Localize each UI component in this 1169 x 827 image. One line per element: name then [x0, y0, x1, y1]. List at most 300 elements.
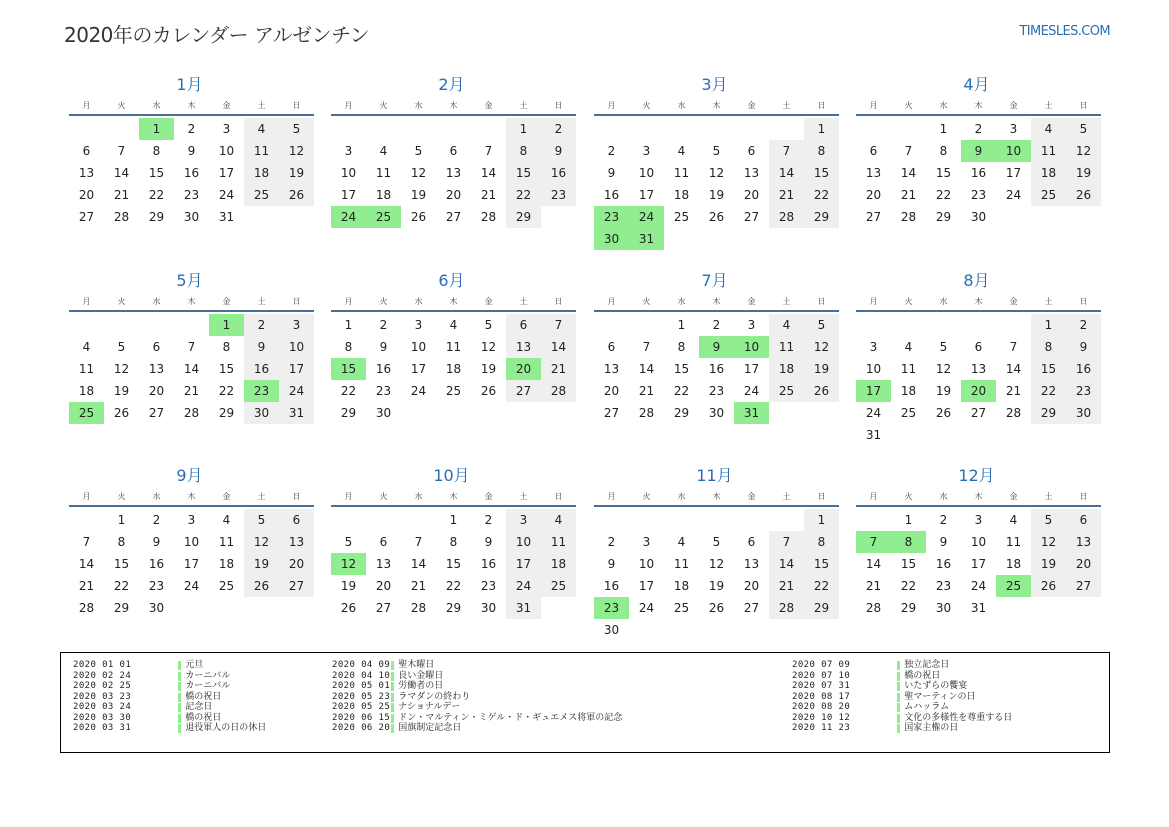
- day-cell: 11: [541, 531, 576, 553]
- weekday-label: 月: [607, 296, 616, 306]
- holiday-list: [60, 652, 1110, 753]
- day-cell: 29: [506, 206, 541, 228]
- day-cell: 5: [279, 118, 314, 140]
- day-cell: 4: [1031, 118, 1066, 140]
- holiday-row: [73, 713, 266, 724]
- empty-cell: [366, 509, 401, 531]
- day-cell: 6: [82, 144, 91, 158]
- empty-cell: [69, 509, 104, 531]
- day-cell: 22: [804, 184, 839, 206]
- day-cell: 21: [541, 358, 576, 380]
- empty-cell: [244, 597, 279, 619]
- day-cell: 3: [974, 513, 983, 527]
- day-cell: 17: [638, 579, 655, 593]
- day-cell: 19: [279, 162, 314, 184]
- weekday-label: 火: [904, 296, 913, 306]
- holiday-marker: [178, 714, 181, 723]
- day-cell: 26: [113, 406, 130, 420]
- day-cell: 24: [218, 188, 235, 202]
- day-cell: 28: [183, 406, 200, 420]
- holiday-name: 国家主権の日: [904, 723, 959, 733]
- week-row: [69, 336, 314, 358]
- empty-cell: [996, 424, 1031, 446]
- day-cell: 14: [78, 557, 95, 571]
- weekday-label: 火: [379, 100, 388, 110]
- day-cell: 1: [1031, 314, 1066, 336]
- holiday-day-cell: 23: [244, 380, 279, 402]
- day-cell: 18: [769, 358, 804, 380]
- day-cell: 10: [638, 557, 655, 571]
- weekday-label: 土: [257, 100, 266, 110]
- day-cell: 2: [484, 513, 493, 527]
- week-row: [69, 184, 314, 206]
- day-cell: 24: [279, 380, 314, 402]
- day-cell: 22: [1031, 380, 1066, 402]
- day-cell: 11: [900, 362, 917, 376]
- holiday-name: 橋の祝日: [185, 691, 222, 702]
- day-cell: 2: [379, 318, 388, 332]
- holiday-marker: [897, 714, 900, 723]
- weekday-label: 水: [414, 296, 423, 306]
- day-cell: 22: [900, 579, 917, 593]
- holiday-name: 聖木曜日: [398, 660, 435, 670]
- day-cell: 8: [677, 340, 686, 354]
- day-cell: 15: [900, 557, 917, 571]
- day-cell: 23: [935, 579, 952, 593]
- day-cell: 22: [218, 384, 235, 398]
- day-cell: 3: [414, 318, 423, 332]
- day-cell: 1: [449, 513, 458, 527]
- holiday-marker: [897, 693, 900, 702]
- month-4: [856, 74, 1101, 228]
- day-cell: 23: [541, 184, 576, 206]
- holiday-name: いたずらの饗宴: [904, 681, 968, 691]
- day-cell: 2: [607, 144, 616, 158]
- day-cell: 12: [113, 362, 130, 376]
- week-row: [331, 597, 576, 619]
- empty-cell: [699, 509, 734, 531]
- weekday-label: 火: [117, 491, 126, 501]
- day-cell: 3: [642, 144, 651, 158]
- week-row: [856, 184, 1101, 206]
- month-title: 1月: [176, 75, 203, 94]
- weekday-label: 月: [869, 100, 878, 110]
- weekday-label: 金: [747, 491, 756, 501]
- holiday-date: 2020 08 20: [792, 702, 851, 712]
- day-cell: 6: [279, 509, 314, 531]
- day-cell: 28: [541, 380, 576, 402]
- holiday-date: 2020 07 31: [792, 681, 851, 691]
- weekday-label: 水: [939, 491, 948, 501]
- day-cell: 9: [244, 336, 279, 358]
- holiday-day-cell: 15: [331, 358, 366, 380]
- day-cell: 16: [935, 557, 952, 571]
- day-cell: 26: [935, 406, 952, 420]
- day-cell: 17: [340, 188, 357, 202]
- day-cell: 11: [1005, 535, 1022, 549]
- empty-cell: [209, 597, 244, 619]
- day-cell: 8: [344, 340, 353, 354]
- day-cell: 5: [484, 318, 493, 332]
- day-cell: 28: [410, 601, 427, 615]
- day-cell: 15: [804, 162, 839, 184]
- empty-cell: [734, 228, 769, 250]
- day-cell: 9: [187, 144, 196, 158]
- spacer: [131, 702, 178, 713]
- week-row: [331, 553, 576, 575]
- week-row: [594, 575, 839, 597]
- day-cell: 7: [484, 144, 493, 158]
- holiday-name: 退役軍人の日の休日: [185, 723, 267, 733]
- holiday-day-cell: 10: [734, 336, 769, 358]
- month-title: 2月: [438, 75, 465, 94]
- week-row: [856, 162, 1101, 184]
- weekday-label: 水: [152, 491, 161, 501]
- empty-cell: [1031, 424, 1066, 446]
- weekday-label: 木: [449, 296, 458, 306]
- weekday-label: 火: [642, 491, 651, 501]
- day-cell: 16: [375, 362, 392, 376]
- empty-cell: [471, 118, 506, 140]
- holiday-date: 2020 03 23: [73, 691, 132, 702]
- week-row: [69, 140, 314, 162]
- day-cell: 4: [541, 509, 576, 531]
- header-rule: [856, 114, 1101, 116]
- holiday-day-cell: 23: [594, 597, 629, 619]
- day-cell: 24: [183, 579, 200, 593]
- page-title: 2020年のカレンダー アルゼンチン: [64, 23, 370, 47]
- day-cell: 14: [541, 336, 576, 358]
- day-cell: 6: [974, 340, 983, 354]
- day-cell: 9: [379, 340, 388, 354]
- empty-cell: [104, 118, 139, 140]
- month-title: 9月: [176, 466, 203, 485]
- day-cell: 29: [900, 601, 917, 615]
- day-cell: 3: [279, 314, 314, 336]
- weekday-label: 水: [152, 296, 161, 306]
- day-cell: 14: [865, 557, 882, 571]
- day-cell: 18: [673, 579, 690, 593]
- day-cell: 14: [638, 362, 655, 376]
- spacer: [131, 713, 178, 724]
- day-cell: 3: [344, 144, 353, 158]
- weekday-label: 土: [1044, 100, 1053, 110]
- day-cell: 12: [708, 166, 725, 180]
- day-cell: 9: [939, 535, 948, 549]
- holiday-row: [332, 692, 622, 703]
- holiday-day-cell: 12: [331, 553, 366, 575]
- holiday-row: [332, 713, 622, 724]
- day-cell: 22: [935, 188, 952, 202]
- day-cell: 12: [1031, 531, 1066, 553]
- day-cell: 27: [743, 601, 760, 615]
- day-cell: 10: [865, 362, 882, 376]
- week-row: [856, 314, 1101, 336]
- week-row: [594, 314, 839, 336]
- day-cell: 23: [375, 384, 392, 398]
- day-cell: 3: [747, 318, 756, 332]
- day-cell: 28: [1005, 406, 1022, 420]
- day-cell: 25: [218, 579, 235, 593]
- day-cell: 13: [743, 557, 760, 571]
- empty-cell: [996, 206, 1031, 228]
- holiday-date: 2020 08 17: [792, 691, 851, 702]
- month-10: [331, 465, 576, 619]
- day-cell: 3: [222, 122, 231, 136]
- weekday-label: 日: [817, 491, 826, 501]
- day-cell: 22: [673, 384, 690, 398]
- day-cell: 17: [279, 358, 314, 380]
- day-cell: 18: [375, 188, 392, 202]
- holiday-row: [73, 723, 266, 734]
- day-cell: 24: [638, 601, 655, 615]
- day-cell: 8: [117, 535, 126, 549]
- week-row: [69, 118, 314, 140]
- day-cell: 6: [506, 314, 541, 336]
- day-cell: 5: [344, 535, 353, 549]
- empty-cell: [856, 118, 891, 140]
- day-cell: 7: [769, 531, 804, 553]
- day-cell: 25: [445, 384, 462, 398]
- day-cell: 28: [900, 210, 917, 224]
- weekday-label: 水: [414, 491, 423, 501]
- holiday-day-cell: 7: [856, 531, 891, 553]
- day-cell: 17: [743, 362, 760, 376]
- empty-cell: [926, 424, 961, 446]
- holiday-marker: [391, 693, 394, 702]
- month-5: [69, 270, 314, 424]
- holiday-date: 2020 07 10: [792, 670, 851, 681]
- day-cell: 6: [607, 340, 616, 354]
- empty-cell: [244, 206, 279, 228]
- weekday-label: 火: [642, 296, 651, 306]
- day-cell: 31: [865, 428, 882, 442]
- day-cell: 7: [187, 340, 196, 354]
- day-cell: 26: [708, 601, 725, 615]
- weekday-label: 木: [449, 100, 458, 110]
- spacer: [850, 702, 897, 713]
- holiday-date: 2020 02 24: [73, 670, 132, 681]
- week-row: [594, 380, 839, 402]
- weekday-header: [331, 96, 576, 114]
- empty-cell: [891, 118, 926, 140]
- week-row: [856, 424, 1101, 446]
- day-cell: 7: [769, 140, 804, 162]
- day-cell: 29: [113, 601, 130, 615]
- weekday-label: 火: [642, 100, 651, 110]
- day-cell: 5: [117, 340, 126, 354]
- holiday-day-cell: 20: [961, 380, 996, 402]
- day-cell: 20: [445, 188, 462, 202]
- day-cell: 27: [743, 210, 760, 224]
- day-cell: 27: [78, 210, 95, 224]
- spacer: [131, 660, 178, 671]
- day-cell: 26: [1066, 184, 1101, 206]
- day-cell: 4: [244, 118, 279, 140]
- day-cell: 28: [638, 406, 655, 420]
- day-cell: 23: [1066, 380, 1101, 402]
- day-cell: 26: [804, 380, 839, 402]
- week-row: [856, 140, 1101, 162]
- day-cell: 25: [673, 210, 690, 224]
- day-cell: 20: [743, 579, 760, 593]
- weekday-label: 金: [1009, 491, 1018, 501]
- holiday-column-2: [332, 660, 622, 734]
- day-cell: 5: [939, 340, 948, 354]
- holiday-name: 労働者の日: [398, 681, 444, 691]
- weekday-label: 月: [82, 296, 91, 306]
- weekday-label: 火: [379, 296, 388, 306]
- empty-cell: [1066, 597, 1101, 619]
- header-rule: [856, 505, 1101, 507]
- day-cell: 16: [148, 557, 165, 571]
- day-cell: 1: [677, 318, 686, 332]
- day-cell: 12: [410, 166, 427, 180]
- day-cell: 3: [1009, 122, 1018, 136]
- day-cell: 10: [340, 166, 357, 180]
- day-cell: 22: [148, 188, 165, 202]
- empty-cell: [331, 118, 366, 140]
- weekday-label: 日: [554, 296, 563, 306]
- empty-cell: [734, 619, 769, 641]
- weekday-label: 木: [712, 100, 721, 110]
- day-cell: 11: [673, 166, 690, 180]
- holiday-day-cell: 10: [996, 140, 1031, 162]
- day-cell: 29: [804, 597, 839, 619]
- day-cell: 28: [769, 206, 804, 228]
- weekday-label: 火: [904, 491, 913, 501]
- site-link[interactable]: TIMESLES.COM: [1019, 24, 1110, 39]
- empty-cell: [366, 118, 401, 140]
- holiday-name: 聖マーティンの日: [904, 691, 976, 702]
- day-cell: 13: [78, 166, 95, 180]
- day-cell: 22: [340, 384, 357, 398]
- day-cell: 22: [506, 184, 541, 206]
- empty-cell: [436, 118, 471, 140]
- weekday-label: 金: [484, 100, 493, 110]
- header-rule: [69, 310, 314, 312]
- day-cell: 20: [148, 384, 165, 398]
- week-row: [594, 336, 839, 358]
- holiday-row: [792, 692, 1012, 703]
- day-cell: 29: [673, 406, 690, 420]
- day-cell: 4: [904, 340, 913, 354]
- day-cell: 19: [480, 362, 497, 376]
- day-cell: 21: [78, 579, 95, 593]
- month-2: [331, 74, 576, 228]
- day-cell: 4: [769, 314, 804, 336]
- day-cell: 24: [506, 575, 541, 597]
- weekday-label: 月: [82, 100, 91, 110]
- holiday-row: [792, 713, 1012, 724]
- holiday-day-cell: 30: [594, 228, 629, 250]
- day-cell: 27: [1066, 575, 1101, 597]
- day-cell: 5: [804, 314, 839, 336]
- holiday-date: 2020 11 23: [792, 723, 851, 733]
- day-cell: 4: [677, 144, 686, 158]
- day-cell: 10: [183, 535, 200, 549]
- empty-cell: [996, 597, 1031, 619]
- holiday-row: [73, 702, 266, 713]
- empty-cell: [401, 509, 436, 531]
- day-cell: 27: [445, 210, 462, 224]
- day-cell: 14: [769, 553, 804, 575]
- weekday-label: 水: [939, 296, 948, 306]
- holiday-day-cell: 17: [856, 380, 891, 402]
- weekday-label: 土: [1044, 491, 1053, 501]
- day-cell: 13: [970, 362, 987, 376]
- holiday-marker: [897, 672, 900, 681]
- week-row: [594, 553, 839, 575]
- holiday-day-cell: 1: [139, 118, 174, 140]
- weekday-label: 木: [187, 100, 196, 110]
- day-cell: 14: [183, 362, 200, 376]
- holiday-name: ドン・マルティン・ミゲル・ド・ギュエメス将軍の記念: [398, 712, 623, 723]
- day-cell: 1: [804, 509, 839, 531]
- empty-cell: [541, 206, 576, 228]
- holiday-row: [792, 681, 1012, 692]
- day-cell: 30: [1066, 402, 1101, 424]
- empty-cell: [804, 402, 839, 424]
- weekday-label: 日: [292, 491, 301, 501]
- week-row: [331, 509, 576, 531]
- day-cell: 18: [445, 362, 462, 376]
- holiday-row: [73, 692, 266, 703]
- week-row: [331, 184, 576, 206]
- header-rule: [594, 505, 839, 507]
- weekday-label: 火: [904, 100, 913, 110]
- empty-cell: [436, 402, 471, 424]
- weekday-header: [594, 487, 839, 505]
- holiday-marker: [178, 682, 181, 691]
- header-rule: [69, 114, 314, 116]
- day-cell: 25: [244, 184, 279, 206]
- month-8: [856, 270, 1101, 446]
- day-cell: 22: [804, 575, 839, 597]
- holiday-date: 2020 04 10: [332, 670, 391, 681]
- week-row: [331, 380, 576, 402]
- week-row: [856, 402, 1101, 424]
- holiday-date: 2020 10 12: [792, 712, 851, 723]
- header-rule: [594, 114, 839, 116]
- day-cell: 4: [379, 144, 388, 158]
- holiday-marker: [391, 724, 394, 733]
- day-cell: 21: [900, 188, 917, 202]
- week-row: [594, 402, 839, 424]
- holiday-date: 2020 02 25: [73, 681, 132, 691]
- week-row: [856, 380, 1101, 402]
- day-cell: 27: [375, 601, 392, 615]
- day-cell: 24: [410, 384, 427, 398]
- day-cell: 10: [970, 535, 987, 549]
- day-cell: 30: [935, 601, 952, 615]
- day-cell: 24: [743, 384, 760, 398]
- week-row: [594, 358, 839, 380]
- holiday-date: 2020 03 24: [73, 702, 132, 712]
- empty-cell: [174, 314, 209, 336]
- holiday-column-3: [792, 660, 1012, 734]
- day-cell: 21: [113, 188, 130, 202]
- day-cell: 2: [939, 513, 948, 527]
- day-cell: 18: [1005, 557, 1022, 571]
- empty-cell: [926, 314, 961, 336]
- day-cell: 26: [340, 601, 357, 615]
- day-cell: 17: [970, 557, 987, 571]
- empty-cell: [891, 424, 926, 446]
- day-cell: 27: [279, 575, 314, 597]
- weekday-label: 日: [1079, 491, 1088, 501]
- header-rule: [856, 310, 1101, 312]
